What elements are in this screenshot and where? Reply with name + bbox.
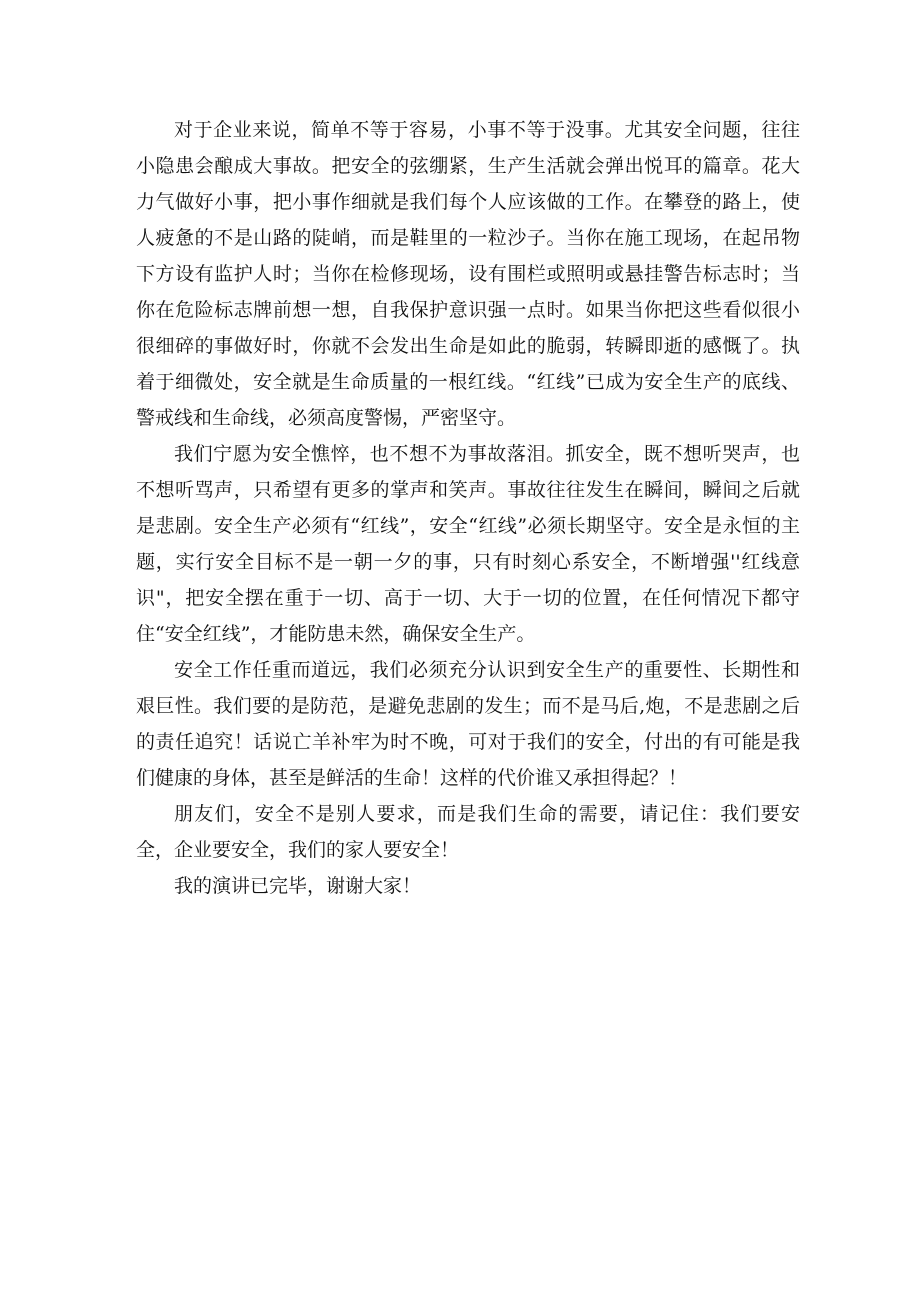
paragraph-5: 我的演讲已完毕，谢谢大家！ — [174, 875, 422, 897]
paragraph-1: 对于企业来说，简单不等于容易，小事不等于没事。尤其安全问题，往往小隐患会酿成大事故。把安全的弦绷紧，生产生活就会弹出悦耳的篇章。花大力气做好小事，把小事作细就是我们每个人应该做的工作。在攀登的路上，使人疲惫的不是山路的陡峭，而是鞋里的一粒沙子。当你在施工现场，在起吊物下方设有监护人时；当你在检修现场，设有围栏或照明或悬挂警告标志时；当你在危险标志牌前想一想，自我保护意识强一点时。如果当你把这些看似很小很细碎的事做好时，你就不会发出生命是如此的脆弱，转瞬即逝的感慨了。执着于细微处，安全就是生命质量的一根红线。“红线”已成为安全生产的底线、警戒线和生命线，必须高度警惕，严密坚守。 — [136, 119, 800, 429]
paragraph-2: 我们宁愿为安全憔悴，也不想不为事故落泪。抓安全，既不想听哭声，也不想听骂声，只希望有更多的掌声和笑声。事故往往发生在瞬间，瞬间之后就是悲剧。安全生产必须有“红线”，安全“红线”必须长期坚守。安全是永恒的主题，实行安全目标不是一朝一夕的事，只有时刻心系安全，不断增强''红线意识"，把安全摆在重于一切、高于一切、大于一切的位置，在任何情况下都守住“安全红线”，才能防患未然，确保安全生产。 — [136, 443, 800, 645]
paragraph-3: 安全工作任重而道远，我们必须充分认识到安全生产的重要性、长期性和艰巨性。我们要的是防范，是避免悲剧的发生；而不是马后,炮，不是悲剧之后的责任追究！话说亡羊补牢为时不晚，可对于我们的安全，付出的有可能是我们健康的身体，甚至是鲜活的生命！这样的代价谁又承担得起？！ — [136, 659, 800, 789]
speech-body — [136, 112, 800, 904]
paragraph-4: 朋友们，安全不是别人要求，而是我们生命的需要，请记住：我们要安全，企业要安全，我们的家人要安全！ — [136, 803, 800, 861]
